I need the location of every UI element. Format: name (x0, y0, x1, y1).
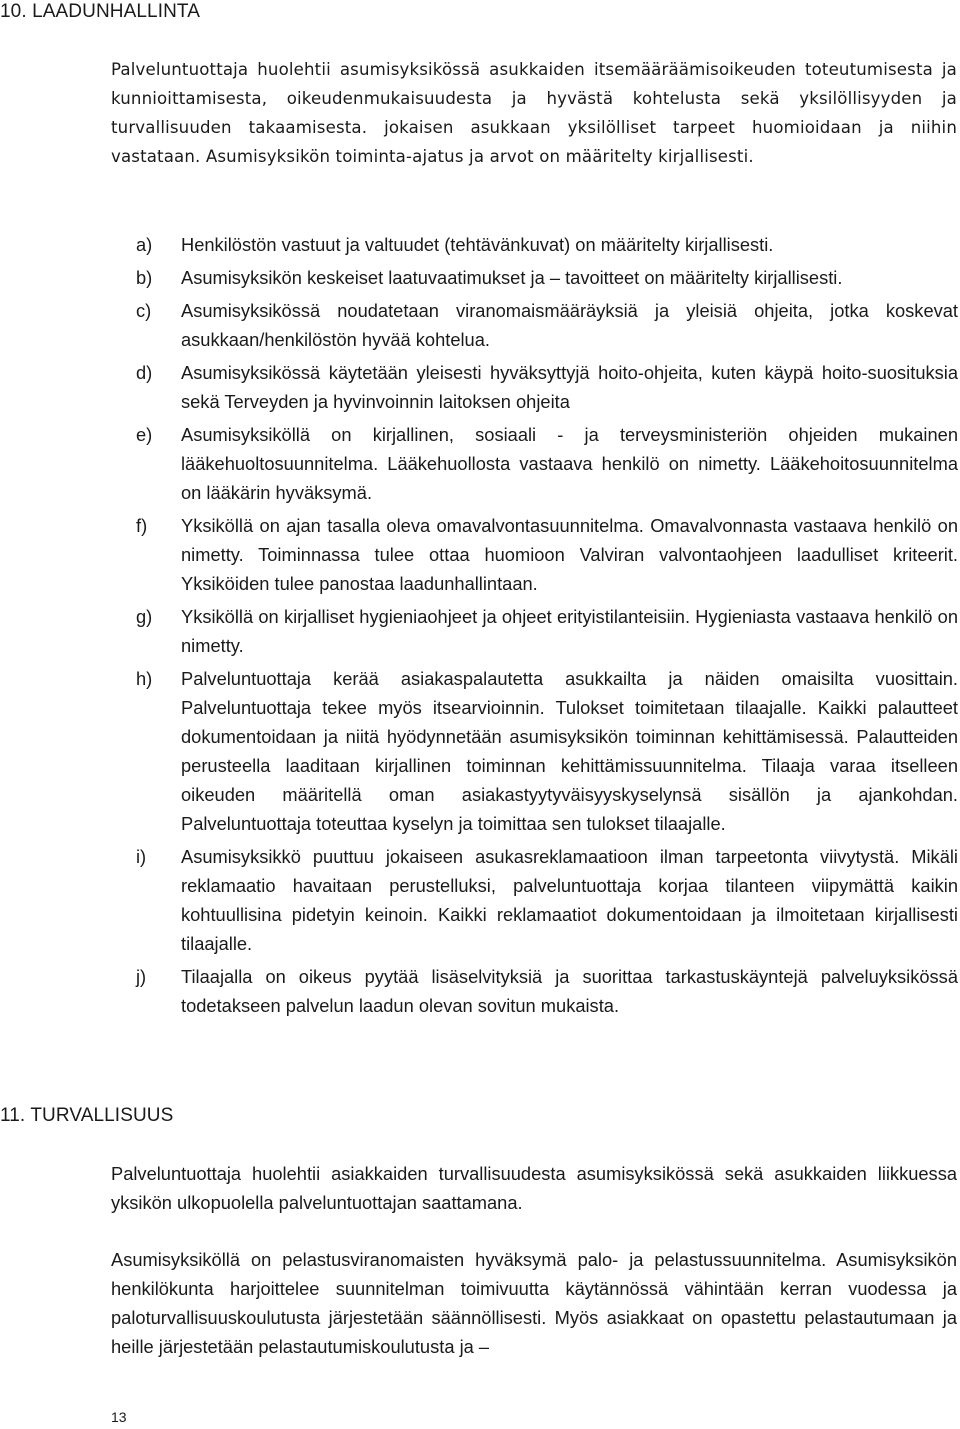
list-item (136, 263, 958, 292)
list-marker: g) (136, 606, 153, 627)
safety-paragraph-2: Asumisyksiköllä on pelastusviranomaisten hyväksymä palo- ja pelastussuunnitelma. Asumisyksikön henkilökunta harjoittelee suunnitelman toimivuutta käytännössä vähintään kerran vuodessa ja paloturvallisuuskoulutusta järjestetään säännöllisesti. Myös asiakkaat on opastettu pelastautumaan ja heille järjestetään pelastautumiskoulutusta ja – (111, 1249, 957, 1357)
list-item (136, 358, 958, 416)
list-item-text: Asumisyksikössä käytetään yleisesti hyväksyttyjä hoito-ohjeita, kuten käypä hoito-suosituksia sekä Terveyden ja hyvinvoinnin laitoksen ohjeita (181, 362, 958, 412)
list-item (136, 664, 958, 838)
safety-paragraph-1: Palveluntuottaja huolehtii asiakkaiden turvallisuudesta asumisyksikössä sekä asukkaiden liikkuessa yksikön ulkopuolella palveluntuottajan saattamana. (111, 1163, 957, 1213)
list-item-text: Asumisyksiköllä on kirjallinen, sosiaali - ja terveysministeriön ohjeiden mukainen lääkehuoltosuunnitelma. Lääkehuollosta vastaava henkilö on nimetty. Lääkehoitosuunnitelma on lääkärin hyväksymä. (181, 424, 958, 503)
list-marker: b) (136, 267, 153, 288)
list-item-text: Asumisyksikössä noudatetaan viranomaismääräyksiä ja yleisiä ohjeita, jotka koskevat asukkaan/henkilöstön hyvää kohtelua. (181, 300, 958, 350)
list-item-text: Palveluntuottaja kerää asiakaspalautetta asukkailta ja näiden omaisilta vuosittain. Palveluntuottaja tekee myös itsearvioinnin. Tulokset toimitetaan tilaajalle. Kaikki palautteet dokumentoidaan ja niitä hyödynnetään asumisyksikön toiminnan kehittämisessä. Palautteiden perusteella laaditaan kirjallinen toiminnan kehittämissuunnitelma. Tilaaja varaa itselleen oikeuden määritellä oman asiakastyytyväisyyskyselynsä sisällön ja ajankohdan. Palveluntuottaja toteuttaa kyselyn ja toimittaa sen tulokset tilaajalle. (181, 668, 958, 834)
list-item (136, 842, 958, 958)
list-item (136, 962, 958, 1020)
list-item (136, 296, 958, 354)
list-item-text: Henkilöstön vastuut ja valtuudet (tehtävänkuvat) on määritelty kirjallisesti. (181, 234, 774, 255)
list-item (136, 420, 958, 507)
list-marker: a) (136, 234, 153, 255)
section-heading-turvallisuus: 11. TURVALLISUUS (0, 1105, 174, 1126)
list-marker: f) (136, 515, 148, 536)
list-marker: d) (136, 362, 153, 383)
list-marker: h) (136, 668, 153, 689)
intro-paragraph: Palveluntuottaja huolehtii asumisyksikössä asukkaiden itsemääräämisoikeuden toteutumisesta ja kunnioittamisesta, oikeudenmukaisuudesta ja hyvästä kohtelusta sekä yksilöllisyyden ja turvallisuuden takaamisesta. jokaisen asukkaan yksilölliset tarpeet huomioidaan ja niihin vastataan. Asumisyksikön toiminta-ajatus ja arvot on määritelty kirjallisesti. (111, 60, 957, 166)
list-marker: e) (136, 424, 153, 445)
list-item-text: Yksiköllä on ajan tasalla oleva omavalvontasuunnitelma. Omavalvonnasta vastaava henkilö on nimetty. Toiminnassa tulee ottaa huomioon Valviran valvontaohjeen laadulliset kriteerit. Yksiköiden tulee panostaa laadunhallintaan. (181, 515, 958, 594)
list-item (136, 511, 958, 598)
list-item-text: Tilaajalla on oikeus pyytää lisäselvityksiä ja suorittaa tarkastuskäyntejä palveluyksikössä todetakseen palvelun laadun olevan sovitun mukaista. (181, 966, 958, 1016)
list-marker: c) (136, 300, 152, 321)
list-item-text: Yksiköllä on kirjalliset hygieniaohjeet ja ohjeet erityistilanteisiin. Hygieniasta vastaava henkilö on nimetty. (181, 606, 958, 656)
list-item (136, 230, 958, 259)
page-number: 13 (111, 1409, 127, 1425)
section-heading-laadunhallinta: 10. LAADUNHALLINTA (0, 1, 200, 22)
list-item-text: Asumisyksikkö puuttuu jokaiseen asukasreklamaatioon ilman tarpeetonta viivytystä. Mikäli reklamaatio havaitaan perustelluksi, palveluntuottaja korjaa tilanteen viipymättä kaikin kohtuullisina pidetyin keinoin. Kaikki reklamaatiot dokumentoidaan ja ilmoitetaan kirjallisesti tilaajalle. (181, 846, 958, 954)
list-item-text: Asumisyksikön keskeiset laatuvaatimukset ja – tavoitteet on määritelty kirjallisesti. (181, 267, 843, 288)
quality-requirements-list (136, 230, 958, 1024)
list-marker: j) (136, 966, 147, 987)
list-item (136, 602, 958, 660)
list-marker: i) (136, 846, 147, 867)
